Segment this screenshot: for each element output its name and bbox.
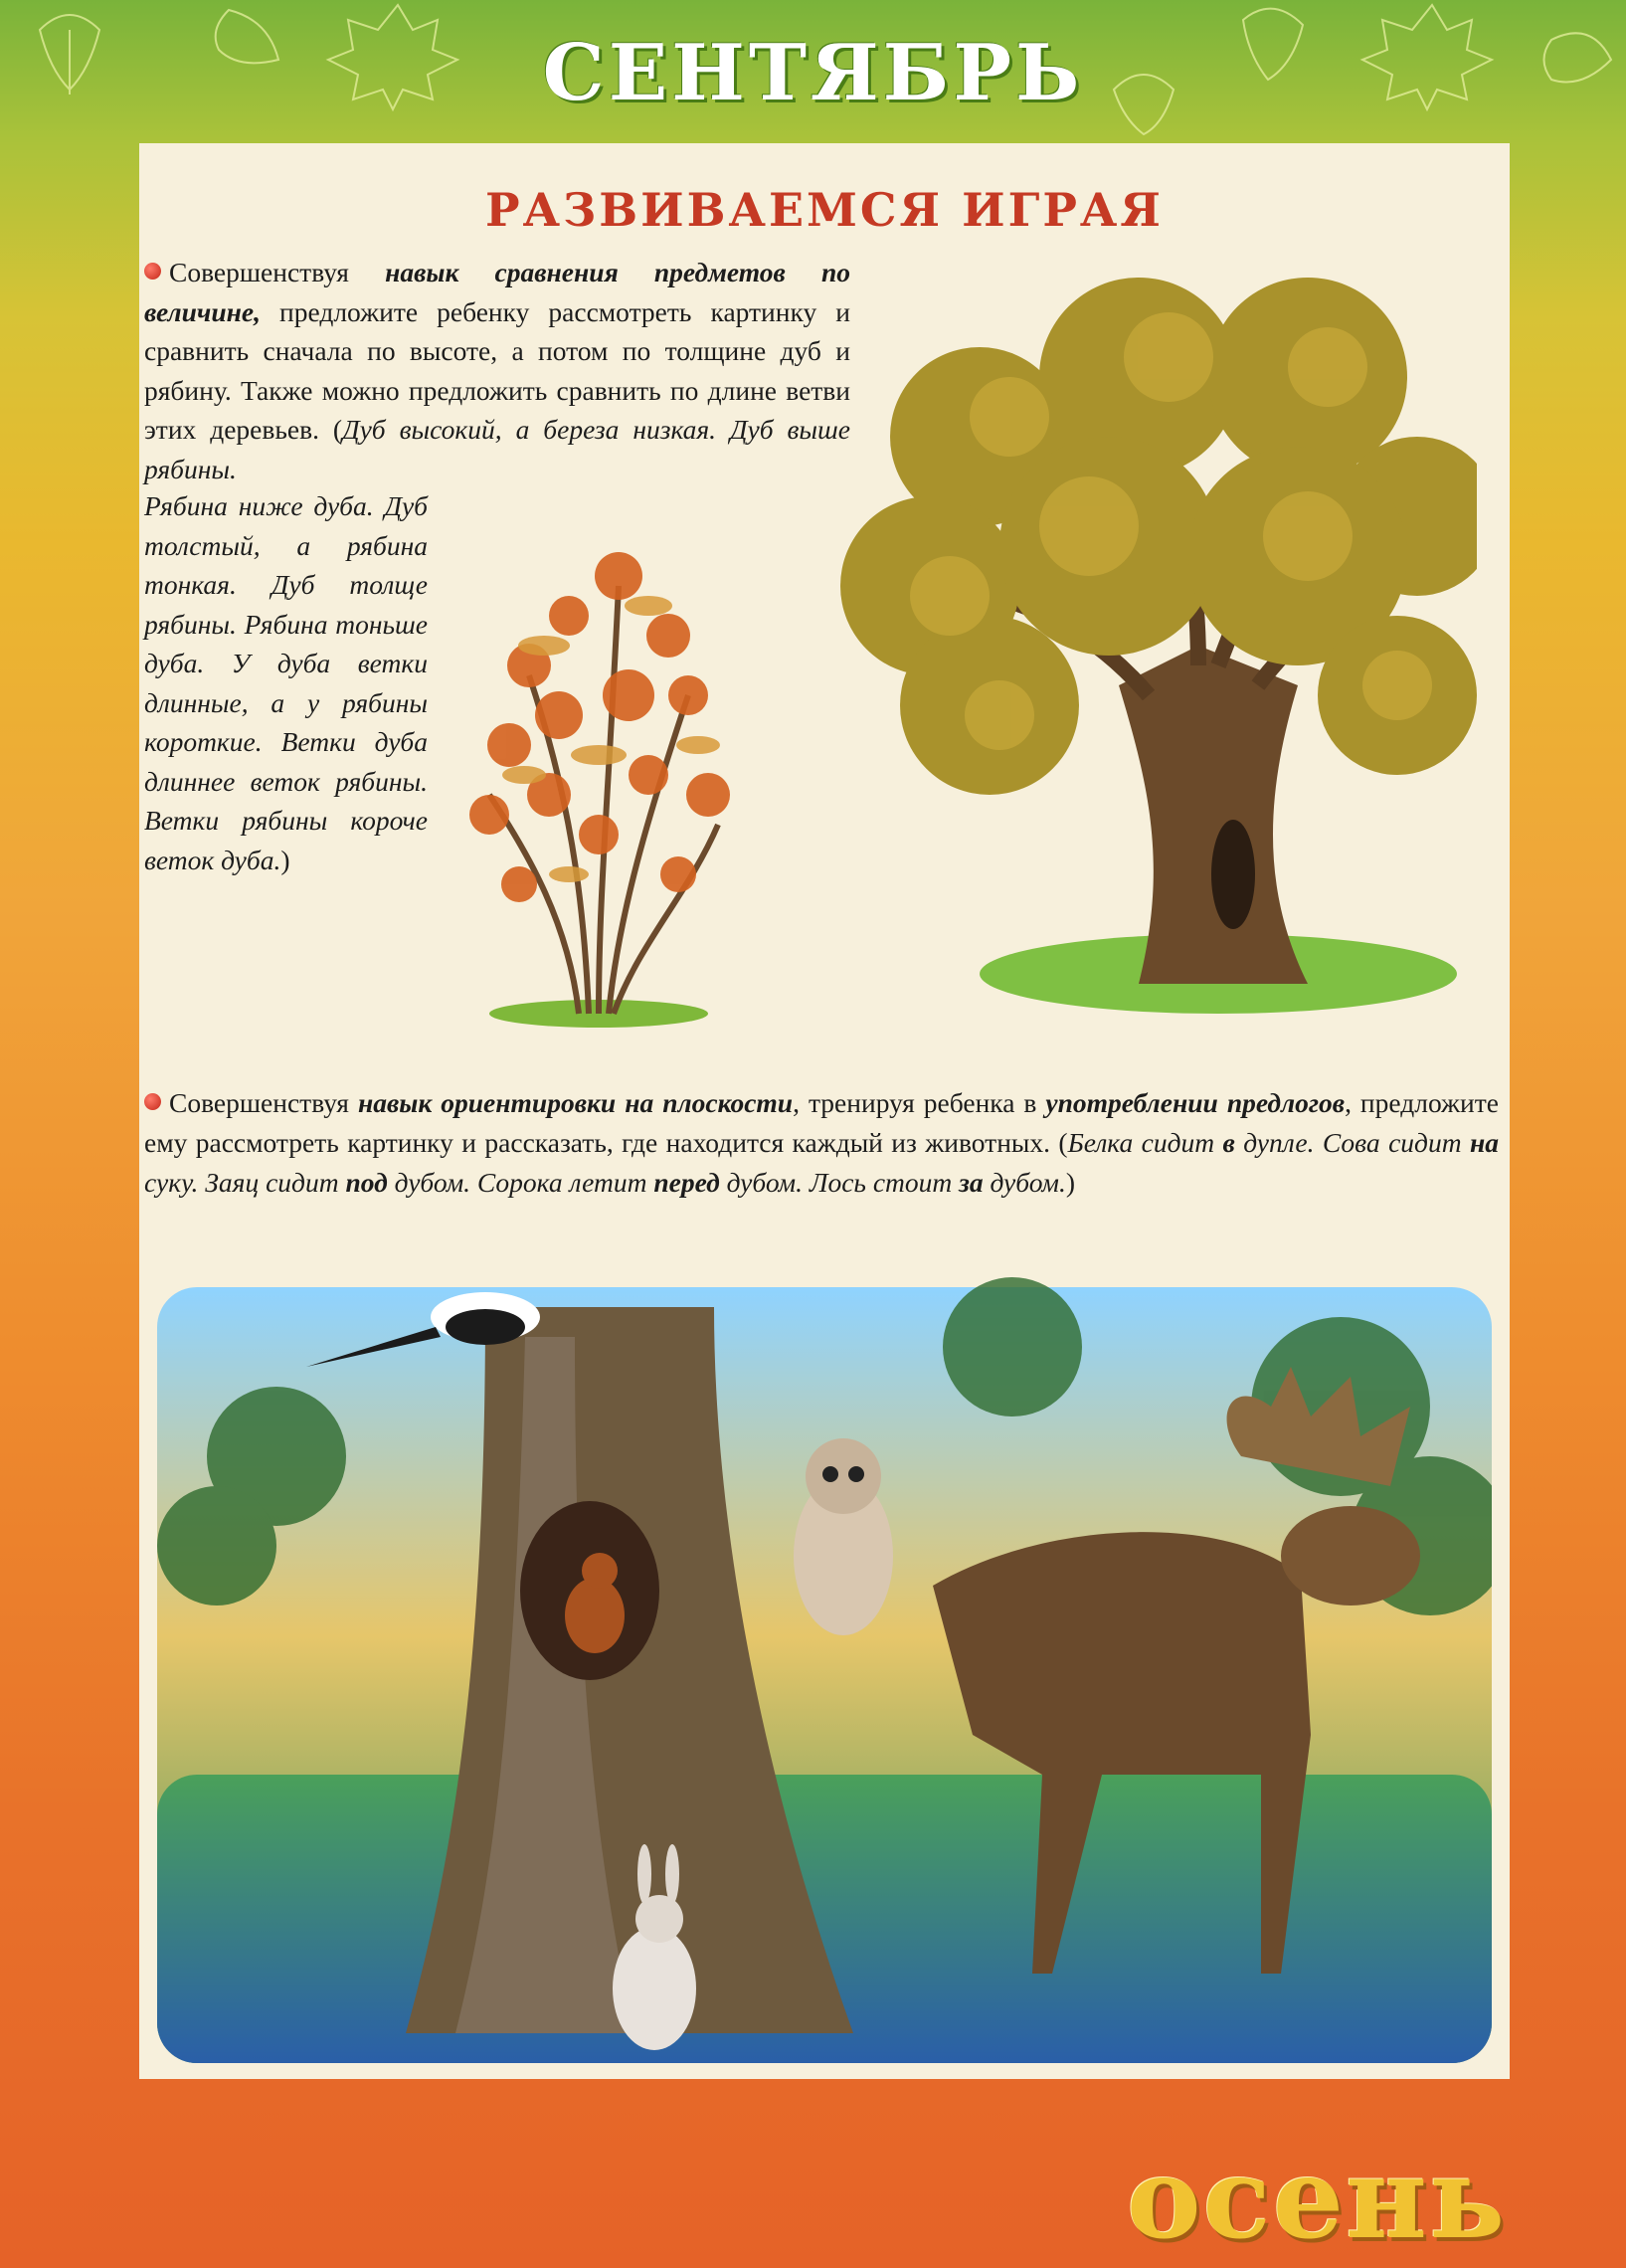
comparison-paragraph: Совершенствуя навык сравнения предметов по величине, предложите ребенку рассмотреть картинку и сравнить сначала по высоте, а потом по толщине дуб и рябину. Также можно предложить сравнить по длине ветви этих деревьев. (Дуб высокий, а береза низкая. Дуб выше рябины. — [144, 257, 851, 484]
content-panel — [139, 143, 1510, 2079]
skill-emphasis: навык сравнения предметов по величине, — [144, 257, 851, 327]
forest-animals-scene — [157, 1257, 1492, 2083]
comparison-example-continued: Рябина ниже дуба. Дуб толстый, а рябина тонкая. Дуб толще рябины. Рябина тоньше дуба. У дуба ветки длинные, а у рябины короткие. Ветки дуба длиннее веток рябины. Ветки рябины короче веток дуба.) — [144, 490, 428, 875]
orientation-paragraph: Совершенствуя навык ориентировки на плоскости, тренируя ребенка в употреблении предлогов, предложите ему рассмотреть картинку и рассказать, где находится каждый из животных. (Белка сидит в дупле. Сова сидит на суку. Заяц сидит под дубом. Сорока летит перед дубом. Лось стоит за дубом.) — [144, 1087, 1499, 1198]
skill-emphasis: навык ориентировки на плоскости — [357, 1087, 794, 1118]
rowan-tree-illustration — [450, 496, 748, 1029]
month-title: СЕНТЯБРЬ — [542, 28, 1084, 118]
section-heading: РАЗВИВАЕМСЯ ИГРАЯ — [485, 183, 1164, 237]
owl-figure — [794, 1438, 893, 1635]
season-label: осень — [1126, 2134, 1507, 2264]
bullet-icon — [144, 263, 161, 280]
skill-emphasis: употреблении предлогов — [1045, 1087, 1346, 1118]
bullet-icon — [144, 1093, 161, 1110]
oak-tree-illustration — [840, 268, 1477, 1019]
example-text: Дуб высокий, а береза низкая. Дуб выше рябины. — [144, 414, 850, 484]
